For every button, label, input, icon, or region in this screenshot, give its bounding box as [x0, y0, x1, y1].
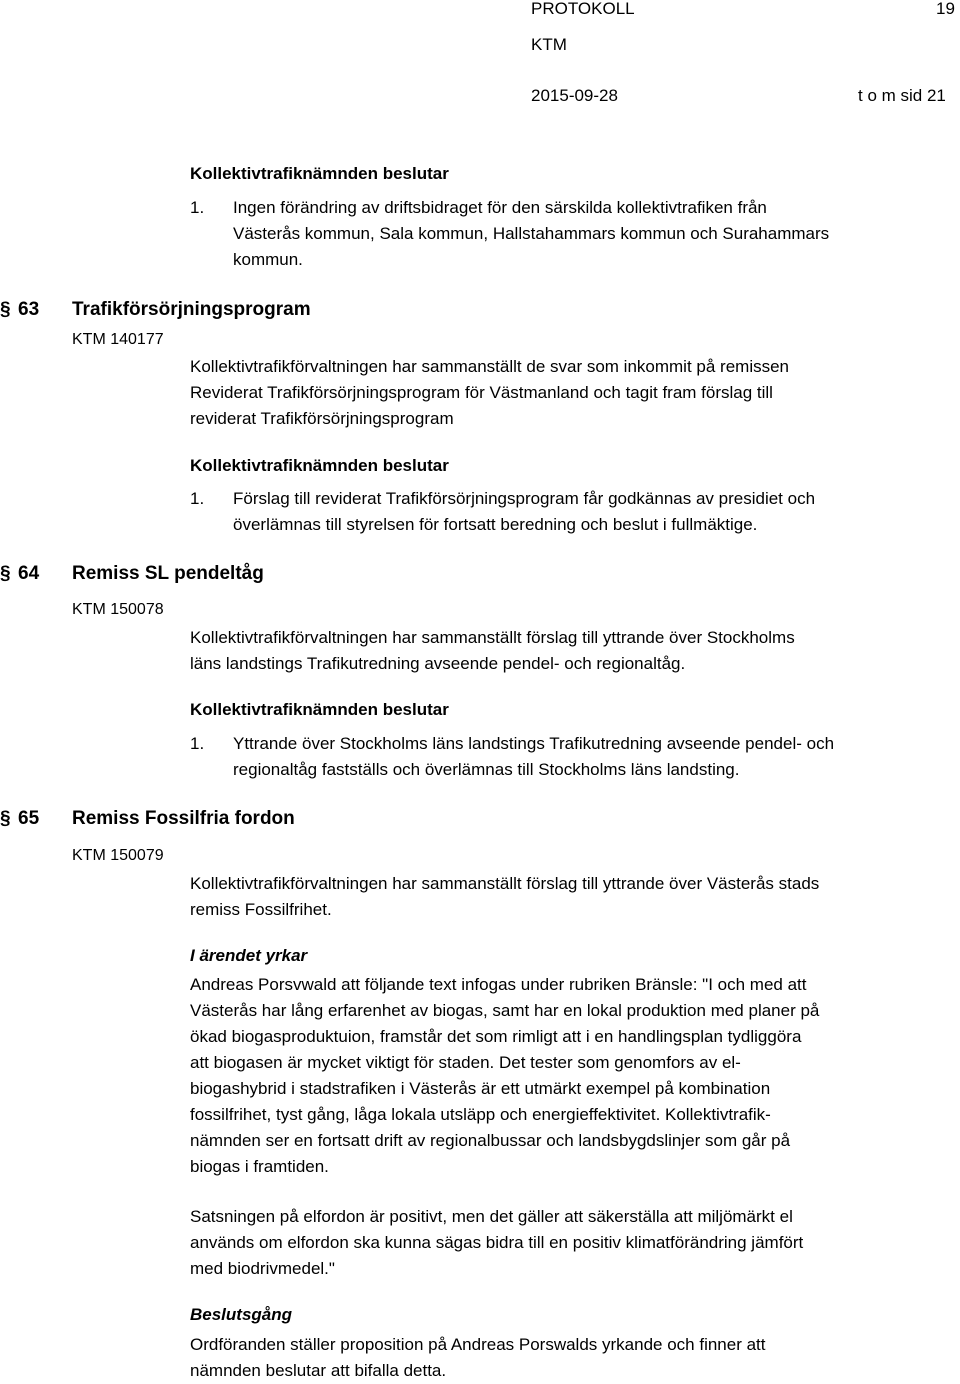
claims-text: Andreas Porsvwald att följande text infogas under rubriken Bränsle: "I och med att Västerås har lång erfarenhet av biogas, samt har en lokal produktion med planer på ökad biogasproduktuion, framstår det som rimligt att i en handlingsplan tydliggöra att biogasen är mycket viktigt för staden. Det tester som genomfors av el- biogashybrid i stadstrafiken i Västerås är ett utmärkt exempel på kombination fossilfrihet, tyst gång, låga lokala utsläpp och energieffektivitet. Kollektivtrafik- nämnden ser en fortsatt drift av regionalbussar och landsbygdslinjer som går på biogas i framtiden.: [190, 975, 820, 1176]
section-symbol: §: [0, 808, 11, 829]
claims-text-continued: Satsningen på elfordon är positivt, men det gäller att säkerställa att miljömärkt el används om elfordon ska kunna sägas bidra till en positiv klimatförändring jämfört med biodrivmedel.": [190, 1207, 804, 1278]
section-body: Kollektivtrafikförvaltningen har sammanställt förslag till yttrande över Stockholms läns landstings Trafikutredning avseende pendel- och regionaltåg.: [190, 628, 795, 673]
item-text: Yttrande över Stockholms läns landstings Trafikutredning avseende pendel- och regionaltåg fastställs och överlämnas till Stockholms läns landsting.: [233, 734, 835, 779]
section-title: Remiss Fossilfria fordon: [72, 808, 295, 829]
item-text: Ingen förändring av driftsbidraget för den särskilda kollektivtrafiken från Västerås kommun, Sala kommun, Hallstahammars kommun och Surahammars kommun.: [233, 198, 830, 269]
section-number: 63: [18, 299, 40, 320]
item-number: 1.: [190, 734, 205, 753]
section-symbol: §: [0, 299, 11, 320]
item-number: 1.: [190, 198, 205, 217]
item-text: Förslag till reviderat Trafikförsörjningsprogram får godkännas av presidiet och överlämnas till styrelsen för fortsatt beredning och beslut i fullmäktige.: [233, 489, 816, 534]
section-number: 64: [18, 563, 40, 584]
section-symbol: §: [0, 563, 11, 584]
procedure-heading: Beslutsgång: [190, 1305, 293, 1324]
case-number: KTM 150079: [72, 847, 164, 864]
page-range: t o m sid 21: [858, 86, 946, 105]
meeting-date: 2015-09-28: [531, 86, 618, 105]
decision-heading: Kollektivtrafiknämnden beslutar: [190, 456, 449, 475]
case-number: KTM 150078: [72, 601, 164, 618]
section-body: Kollektivtrafikförvaltningen har sammanställt förslag till yttrande över Västerås stads remiss Fossilfrihet.: [190, 874, 820, 919]
case-number: KTM 140177: [72, 331, 164, 348]
item-number: 1.: [190, 489, 205, 508]
page-number: 19: [936, 0, 955, 18]
claims-heading: I ärendet yrkar: [190, 946, 308, 965]
section-title: Remiss SL pendeltåg: [72, 563, 264, 584]
document-type: PROTOKOLL: [531, 0, 635, 18]
procedure-text: Ordföranden ställer proposition på Andreas Porswalds yrkande och finner att nämnden beslutar att bifalla detta.: [190, 1335, 766, 1380]
decision-heading: Kollektivtrafiknämnden beslutar: [190, 700, 449, 719]
section-body: Kollektivtrafikförvaltningen har sammanställt de svar som inkommit på remissen Reviderat Trafikförsörjningsprogram för Västmanland och tagit fram förslag till reviderat Trafikförsörjningsprogram: [190, 357, 790, 428]
section-number: 65: [18, 808, 40, 829]
committee-label: KTM: [531, 35, 567, 54]
section-title: Trafikförsörjningsprogram: [72, 299, 311, 320]
decision-heading: Kollektivtrafiknämnden beslutar: [190, 164, 449, 183]
